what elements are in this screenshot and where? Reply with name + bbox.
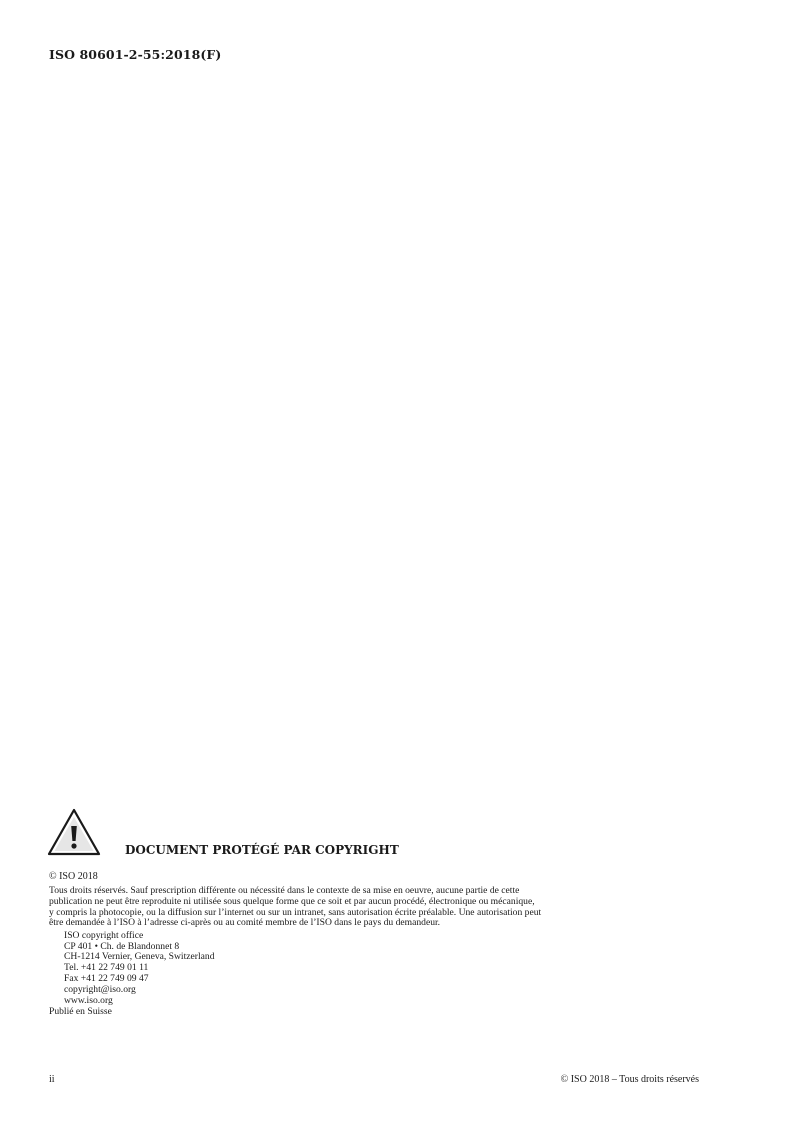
page-number: ii	[49, 1074, 55, 1085]
copyright-year: © ISO 2018	[49, 871, 98, 882]
rights-line: être demandée à l’ISO à l’adresse ci-après ou au comité membre de l’ISO dans le pays du demandeur.	[49, 917, 441, 929]
document-reference: ISO 80601-2-55:2018(F)	[49, 47, 222, 62]
footer-copyright: © ISO 2018 – Tous droits réservés	[560, 1074, 699, 1085]
rights-line: publication ne peut être reproduite ni utilisée sous quelque forme que ce soit et par aucun procédé, électronique ou mécanique,	[49, 896, 535, 907]
copyright-notice-title: DOCUMENT PROTÉGÉ PAR COPYRIGHT	[125, 843, 399, 857]
iso-address	[64, 931, 701, 1007]
phone-line: Tel. +41 22 749 01 11	[64, 962, 149, 974]
rights-paragraph	[49, 886, 701, 928]
copyright-text	[49, 872, 701, 1018]
address-line: CH-1214 Vernier, Geneva, Switzerland	[64, 951, 215, 963]
fax-line: Fax +41 22 749 09 47	[64, 972, 149, 984]
website-line: www.iso.org	[64, 994, 113, 1006]
warning-triangle-icon	[47, 808, 101, 856]
address-line: CP 401 • Ch. de Blandonnet 8	[64, 940, 180, 952]
address-line: ISO copyright office	[64, 929, 144, 941]
rights-line: Tous droits réservés. Sauf prescription différente ou nécessité dans le contexte de sa mise en oeuvre, aucune partie de cette	[49, 885, 520, 897]
email-line: copyright@iso.org	[64, 983, 136, 995]
rights-line: y compris la photocopie, ou la diffusion sur l’internet ou sur un intranet, sans autorisation écrite préalable. Une autorisation peut	[49, 906, 542, 918]
published-in: Publié en Suisse	[49, 1006, 112, 1018]
